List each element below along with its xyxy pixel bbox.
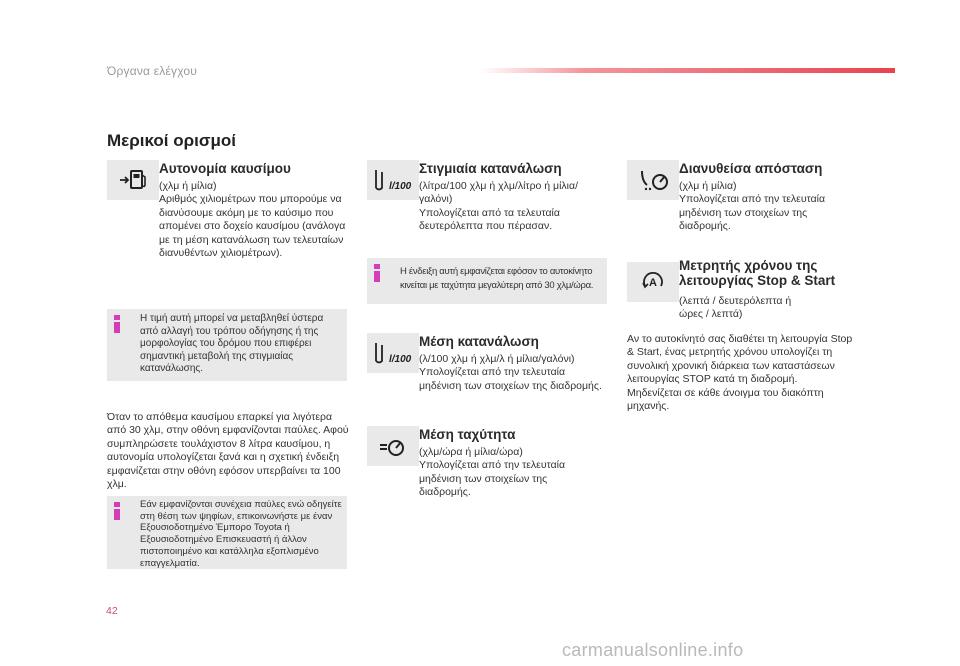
average-consumption-icon (367, 333, 419, 373)
fuel-range-icon (107, 160, 159, 200)
low-fuel-paragraph: Όταν το απόθεμα καυσίμου επαρκεί για λιγότερα από 30 χλμ, στην οθόνη εμφανίζονται παύλες. Αφού συμπληρώσετε τουλάχιστον 8 λίτρα καυσίμου, η αυτονομία υπολογίζεται ξανά και η σχετική ένδειξη εμφανίζεται στην οθόνη εφόσον υπερβαίνει τα 100 χλμ. (107, 411, 349, 491)
watermark: carmanualsonline.info (562, 640, 744, 660)
average-speed-icon (367, 426, 419, 466)
stop-start-unit: (λεπτά / δευτερόλεπτα ή ώρες / λεπτά) (679, 295, 792, 321)
instant-title: Στιγμιαία κατανάλωση (419, 161, 562, 176)
average-consumption-body: (λ/100 χλμ ή χλμ/λ ή μίλια/γαλόνι) Υπολογίζεται από την τελευταία μηδένιση των στοιχείων της διαδρομής. (419, 353, 602, 392)
header-title: Όργανα ελέγχου (107, 64, 198, 78)
info-icon (114, 315, 120, 333)
distance-body: (χλμ ή μίλια) Υπολογίζεται από την τελευταία μηδένιση των στοιχείων της διαδρομής. (679, 180, 826, 233)
header-accent-bar (480, 68, 895, 73)
average-icon-label: l/100 (389, 354, 412, 365)
range-title: Αυτονομία καυσίμου (159, 161, 291, 176)
info-icon (374, 264, 380, 282)
note-dashes-text: Εάν εμφανίζονται συνέχεια παύλες ενώ οδηγείτε στη θέση των ψηφίων, επικοινωνήστε με έναν Εξουσιοδοτημένο Έμπορο Toyota ή Εξουσιοδοτημένο Επισκευαστή ή άλλον πιστοποιημένο και κατάλληλα εξοπλισμένο επαγγελματία. (140, 499, 342, 569)
instant-icon-label: l/100 (389, 181, 412, 192)
note-speed-text: Η ένδειξη αυτή εμφανίζεται εφόσον το αυτοκίνητο κινείται με ταχύτητα μεγαλύτερη από 30 χλμ/ώρα. (400, 266, 594, 291)
section-title: Μερικοί ορισμοί (107, 131, 236, 150)
distance-travelled-icon (627, 160, 679, 200)
stop-start-icon (627, 262, 679, 302)
stop-start-body: Αν το αυτοκίνητό σας διαθέτει τη λειτουργία Stop & Start, ένας μετρητής χρόνου υπολογίζει τη συνολική χρονική διάρκεια των καταστάσεων λειτουργίας STOP κατά τη διαδρομή. Μηδενίζεται σε κάθε άνοιγμα του διακόπτη μηχανής. (627, 333, 853, 413)
average-consumption-title: Μέση κατανάλωση (419, 334, 539, 349)
note-value-change (107, 309, 347, 381)
note-speed (367, 258, 607, 304)
average-speed-title: Μέση ταχύτητα (419, 427, 516, 442)
average-speed-body: (χλμ/ώρα ή μίλια/ώρα) Υπολογίζεται από την τελευταία μηδένιση των στοιχείων της διαδρομής. (419, 446, 566, 499)
distance-title: Διανυθείσα απόσταση (679, 161, 823, 176)
page-number: 42 (106, 605, 118, 617)
instant-body: (λίτρα/100 χλμ ή χλμ/λίτρο ή μίλια/γαλόνι) Υπολογίζεται από τα τελευταία δευτερόλεπτα που πέρασαν. (419, 180, 579, 233)
stop-start-icon-letter: A (649, 277, 657, 289)
note-value-change-text: Η τιμή αυτή μπορεί να μεταβληθεί ύστερα από αλλαγή του τρόπου οδήγησης ή της μορφολογίας του δρόμου που επιφέρει σημαντική μεταβολή της στιγμιαίας κατανάλωσης. (140, 313, 324, 375)
range-body: (χλμ ή μίλια) Αριθμός χιλιομέτρων που μπορούμε να διανύσουμε ακόμη με το καύσιμο που απομένει στο δοχείο καυσίμου (ανάλογα με τη μέση κατανάλωση των τελευταίων διανυθέντων χιλιομέτρων). (159, 180, 346, 260)
note-dashes (107, 496, 347, 569)
stop-start-title-line2: λειτουργίας Stop & Start (679, 273, 836, 288)
stop-start-title-line1: Μετρητής χρόνου της (679, 258, 818, 273)
instant-consumption-icon (367, 160, 419, 200)
info-icon (114, 502, 120, 520)
